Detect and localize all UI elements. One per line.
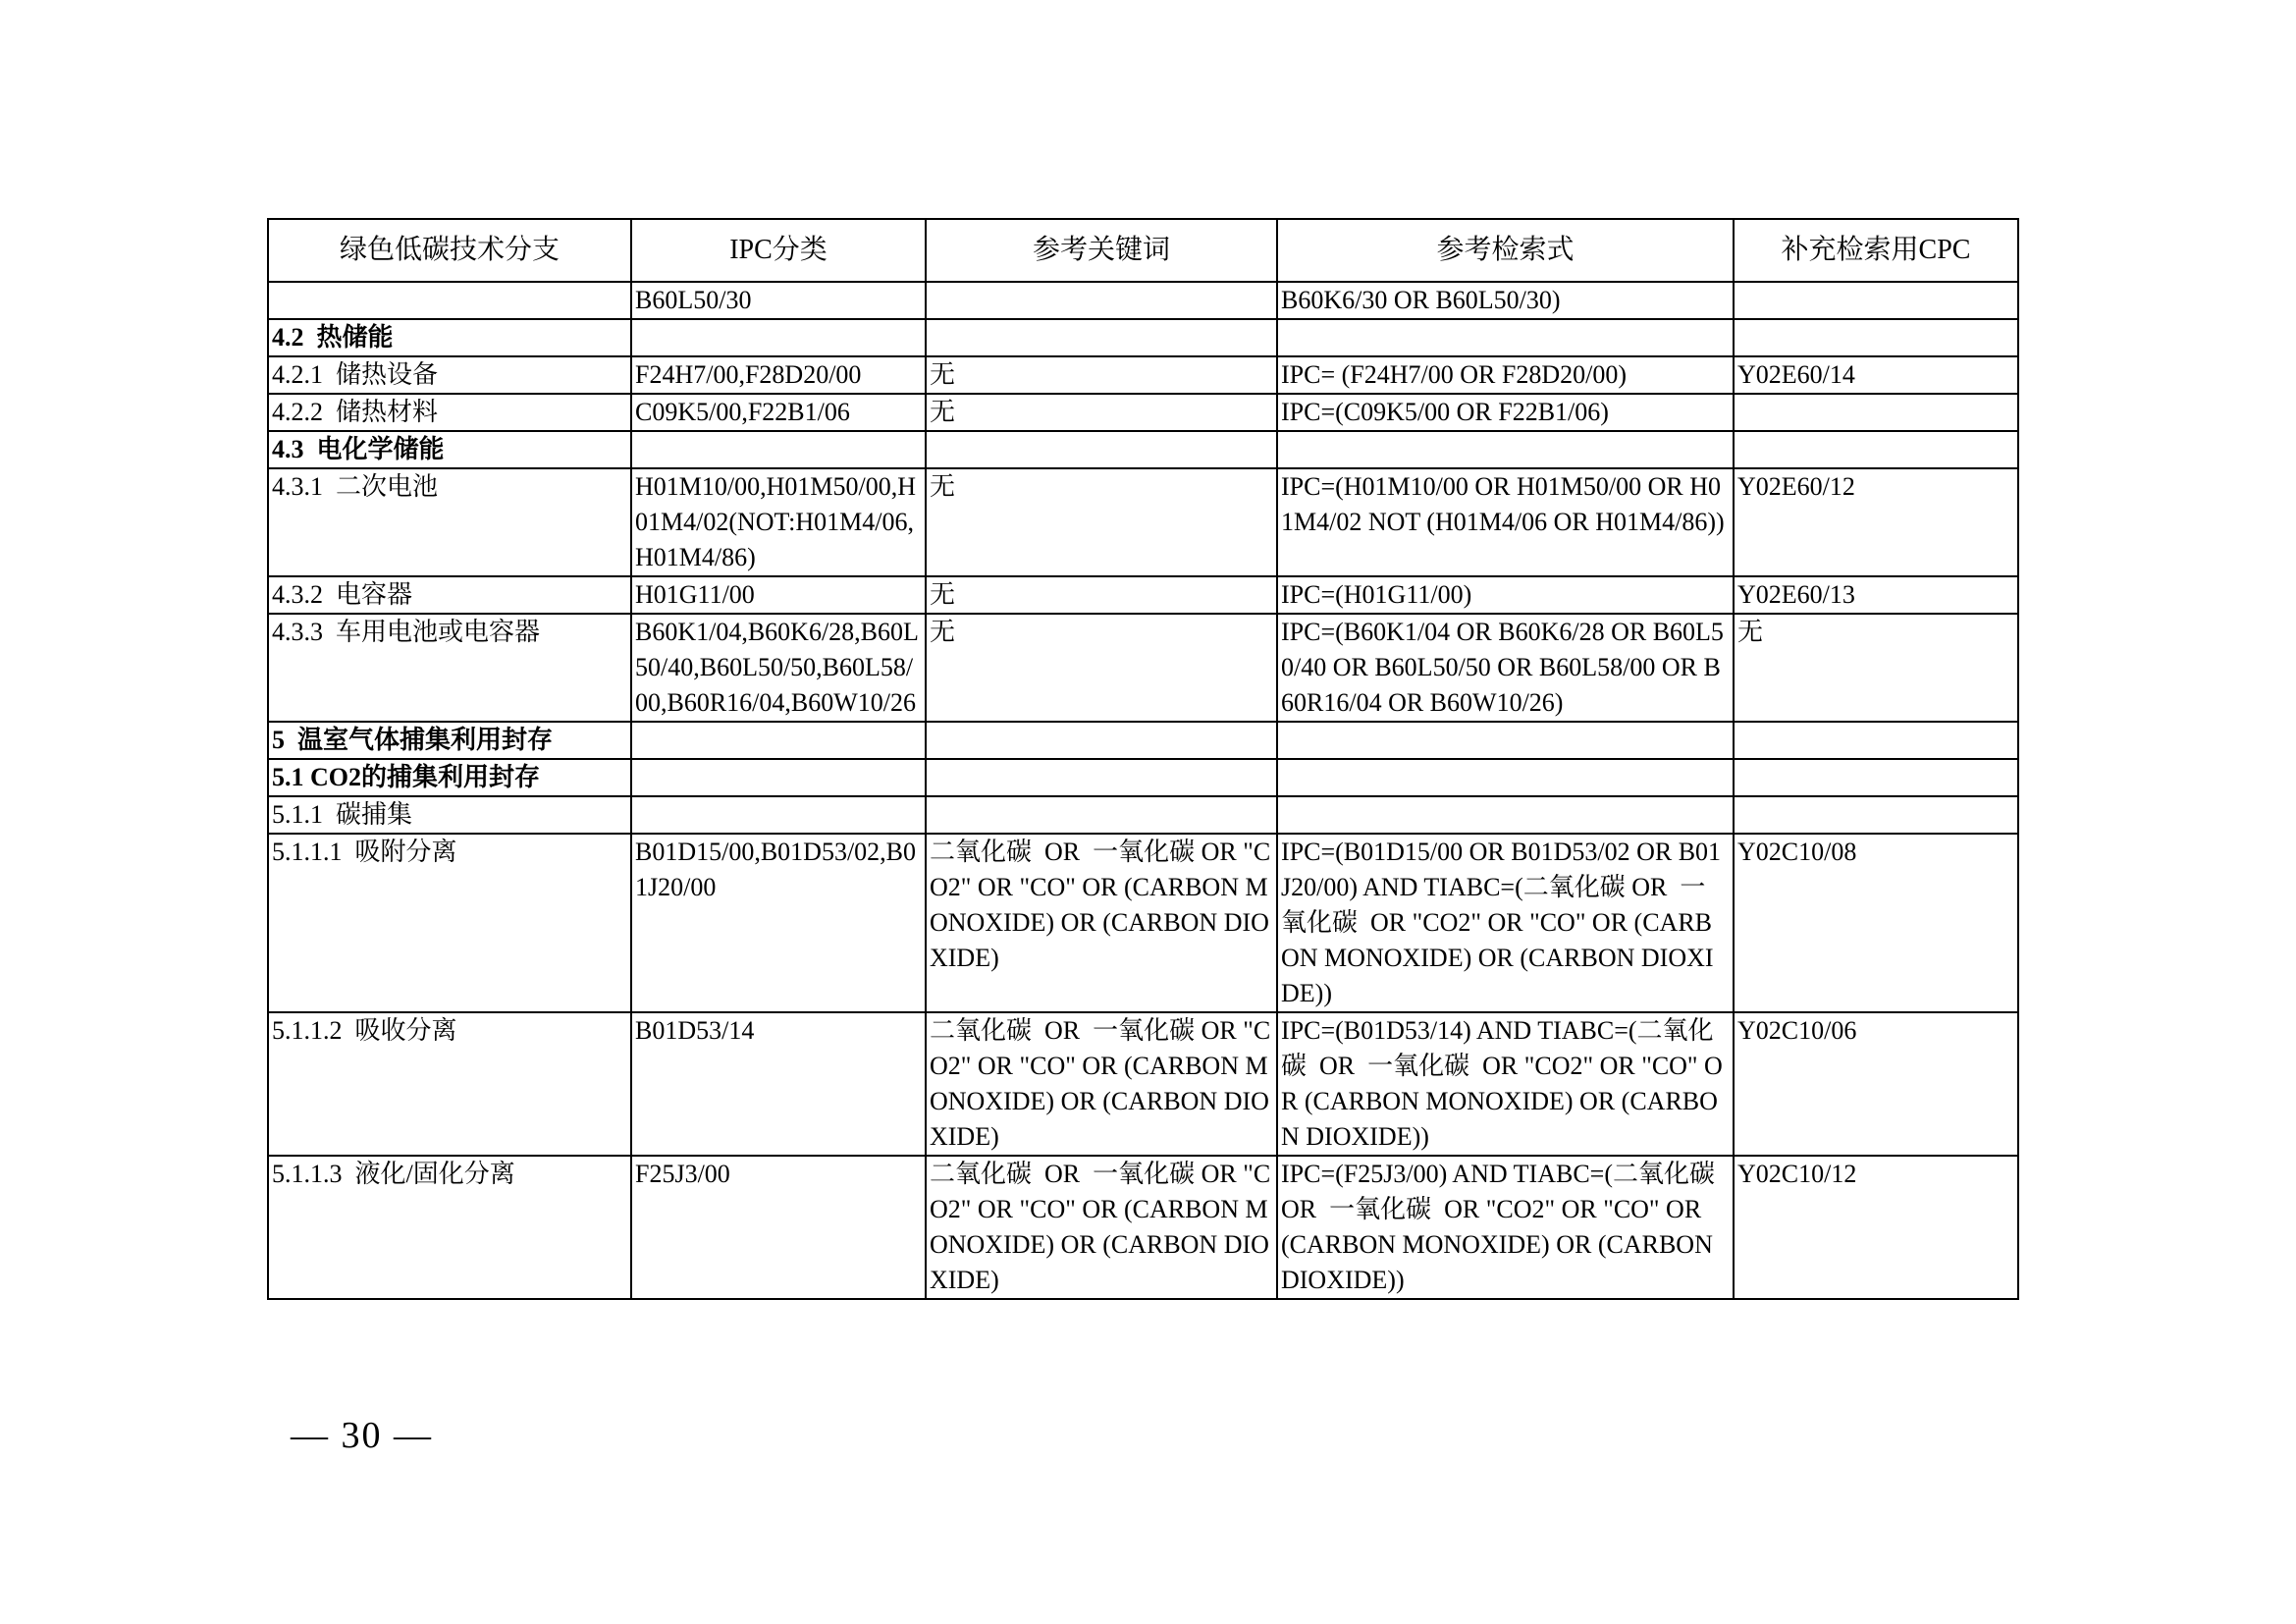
cell-branch: [268, 282, 631, 319]
cell-branch: 5 温室气体捕集利用封存: [268, 722, 631, 759]
cell-supplementary-cpc: 无: [1734, 614, 2018, 722]
cell-supplementary-cpc: [1734, 796, 2018, 834]
cell-search-query: [1277, 722, 1734, 759]
cell-keywords: 无: [926, 576, 1277, 614]
cell-keywords: [926, 319, 1277, 356]
cell-supplementary-cpc: Y02C10/08: [1734, 834, 2018, 1012]
column-header-search-query: 参考检索式: [1277, 219, 1734, 282]
table-body: [268, 282, 2018, 1299]
cell-ipc: [631, 431, 926, 468]
cell-supplementary-cpc: [1734, 394, 2018, 431]
cell-keywords: 无: [926, 614, 1277, 722]
cell-supplementary-cpc: [1734, 282, 2018, 319]
cell-search-query: IPC= (F24H7/00 OR F28D20/00): [1277, 356, 1734, 394]
cell-ipc: [631, 759, 926, 796]
cell-ipc: B60K1/04,B60K6/28,B60L50/40,B60L50/50,B60L58/00,B60R16/04,B60W10/26: [631, 614, 926, 722]
cell-supplementary-cpc: Y02C10/12: [1734, 1156, 2018, 1299]
cell-branch: 5.1.1.1 吸附分离: [268, 834, 631, 1012]
cell-branch: 4.3.2 电容器: [268, 576, 631, 614]
cell-supplementary-cpc: [1734, 431, 2018, 468]
table-row: [268, 834, 2018, 1012]
cell-supplementary-cpc: Y02C10/06: [1734, 1012, 2018, 1156]
cell-branch: 5.1.1.2 吸收分离: [268, 1012, 631, 1156]
cell-ipc: [631, 319, 926, 356]
ipc-classification-table: [267, 218, 2019, 1300]
cell-ipc: C09K5/00,F22B1/06: [631, 394, 926, 431]
cell-branch: 4.3.3 车用电池或电容器: [268, 614, 631, 722]
cell-search-query: IPC=(B01D15/00 OR B01D53/02 OR B01J20/00) AND TIABC=(二氧化碳 OR 一氧化碳 OR "CO2" OR "CO" OR (CARBON MONOXIDE) OR (CARBON DIOXIDE)): [1277, 834, 1734, 1012]
cell-ipc: B60L50/30: [631, 282, 926, 319]
table-row: [268, 1156, 2018, 1299]
cell-ipc: F25J3/00: [631, 1156, 926, 1299]
cell-supplementary-cpc: Y02E60/13: [1734, 576, 2018, 614]
cell-search-query: IPC=(F25J3/00) AND TIABC=(二氧化碳 OR 一氧化碳 OR "CO2" OR "CO" OR (CARBON MONOXIDE) OR (CARBON DIOXIDE)): [1277, 1156, 1734, 1299]
cell-keywords: 无: [926, 356, 1277, 394]
cell-supplementary-cpc: Y02E60/14: [1734, 356, 2018, 394]
cell-branch: 5.1.1.3 液化/固化分离: [268, 1156, 631, 1299]
cell-supplementary-cpc: Y02E60/12: [1734, 468, 2018, 576]
cell-search-query: [1277, 319, 1734, 356]
column-header-keywords: 参考关键词: [926, 219, 1277, 282]
table-row: [268, 394, 2018, 431]
table-section-row: [268, 759, 2018, 796]
table-row: [268, 796, 2018, 834]
cell-search-query: [1277, 796, 1734, 834]
cell-branch: 4.2.2 储热材料: [268, 394, 631, 431]
cell-branch: 5.1.1 碳捕集: [268, 796, 631, 834]
cell-branch: 4.3.1 二次电池: [268, 468, 631, 576]
cell-supplementary-cpc: [1734, 722, 2018, 759]
table-header-row: [268, 219, 2018, 282]
cell-keywords: 二氧化碳 OR 一氧化碳 OR "CO2" OR "CO" OR (CARBON MONOXIDE) OR (CARBON DIOXIDE): [926, 834, 1277, 1012]
cell-branch: 4.3 电化学储能: [268, 431, 631, 468]
table-row: [268, 356, 2018, 394]
table-section-row: [268, 431, 2018, 468]
cell-branch: 5.1 CO2的捕集利用封存: [268, 759, 631, 796]
table-row: [268, 468, 2018, 576]
cell-ipc: H01M10/00,H01M50/00,H01M4/02(NOT:H01M4/06,H01M4/86): [631, 468, 926, 576]
cell-keywords: 无: [926, 468, 1277, 576]
cell-supplementary-cpc: [1734, 319, 2018, 356]
cell-branch: 4.2.1 储热设备: [268, 356, 631, 394]
table-row: [268, 614, 2018, 722]
cell-search-query: IPC=(H01G11/00): [1277, 576, 1734, 614]
cell-keywords: [926, 282, 1277, 319]
cell-keywords: [926, 796, 1277, 834]
column-header-branch: 绿色低碳技术分支: [268, 219, 631, 282]
cell-search-query: IPC=(H01M10/00 OR H01M50/00 OR H01M4/02 NOT (H01M4/06 OR H01M4/86)): [1277, 468, 1734, 576]
cell-ipc: F24H7/00,F28D20/00: [631, 356, 926, 394]
cell-search-query: IPC=(C09K5/00 OR F22B1/06): [1277, 394, 1734, 431]
cell-ipc: [631, 722, 926, 759]
cell-keywords: [926, 431, 1277, 468]
table-row: [268, 1012, 2018, 1156]
cell-search-query: [1277, 759, 1734, 796]
cell-supplementary-cpc: [1734, 759, 2018, 796]
cell-ipc: B01D15/00,B01D53/02,B01J20/00: [631, 834, 926, 1012]
cell-branch: 4.2 热储能: [268, 319, 631, 356]
column-header-ipc: IPC分类: [631, 219, 926, 282]
table-section-row: [268, 319, 2018, 356]
cell-keywords: 二氧化碳 OR 一氧化碳 OR "CO2" OR "CO" OR (CARBON MONOXIDE) OR (CARBON DIOXIDE): [926, 1012, 1277, 1156]
page-number: — 30 —: [291, 1415, 433, 1456]
cell-keywords: [926, 759, 1277, 796]
cell-ipc: H01G11/00: [631, 576, 926, 614]
cell-keywords: 二氧化碳 OR 一氧化碳 OR "CO2" OR "CO" OR (CARBON MONOXIDE) OR (CARBON DIOXIDE): [926, 1156, 1277, 1299]
cell-search-query: [1277, 431, 1734, 468]
column-header-supplementary-cpc: 补充检索用CPC: [1734, 219, 2018, 282]
table-section-row: [268, 722, 2018, 759]
table-row: [268, 282, 2018, 319]
cell-keywords: 无: [926, 394, 1277, 431]
cell-search-query: IPC=(B60K1/04 OR B60K6/28 OR B60L50/40 OR B60L50/50 OR B60L58/00 OR B60R16/04 OR B60W10/26): [1277, 614, 1734, 722]
cell-search-query: IPC=(B01D53/14) AND TIABC=(二氧化碳 OR 一氧化碳 OR "CO2" OR "CO" OR (CARBON MONOXIDE) OR (CARBON DIOXIDE)): [1277, 1012, 1734, 1156]
cell-search-query: B60K6/30 OR B60L50/30): [1277, 282, 1734, 319]
cell-ipc: [631, 796, 926, 834]
cell-ipc: B01D53/14: [631, 1012, 926, 1156]
cell-keywords: [926, 722, 1277, 759]
table-row: [268, 576, 2018, 614]
